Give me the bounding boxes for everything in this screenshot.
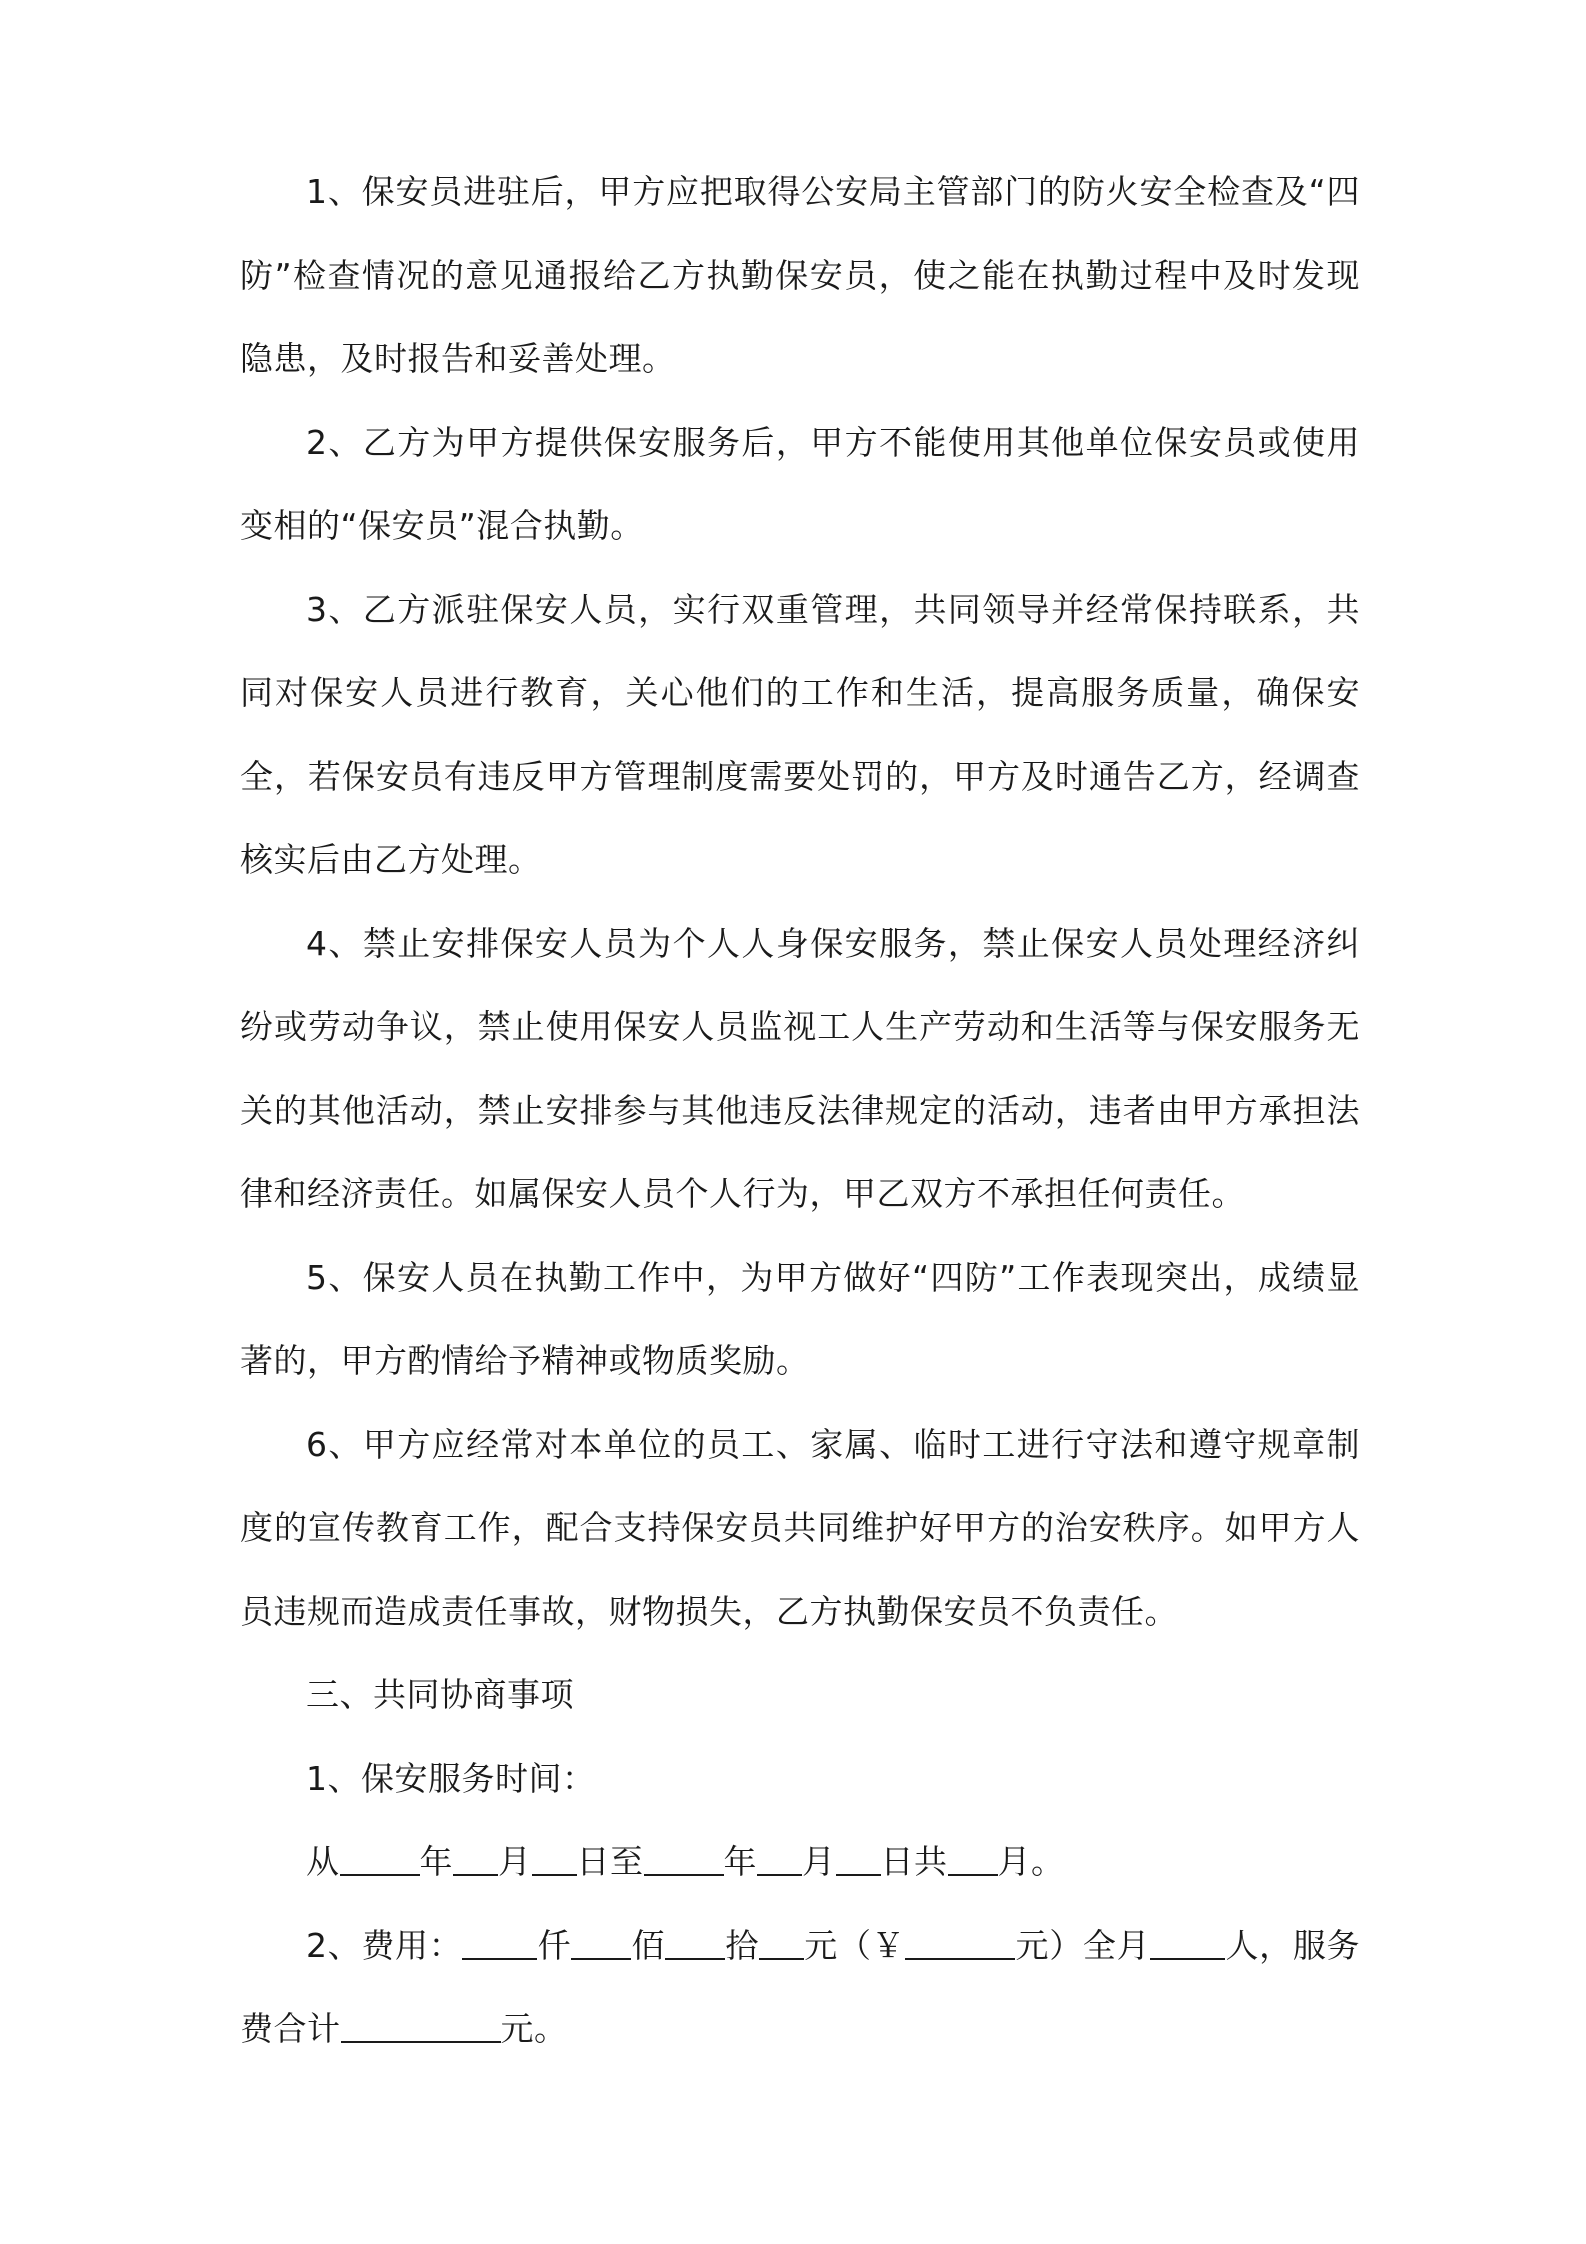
clause-5: 5、保安人员在执勤工作中，为甲方做好“四防”工作表现突出，成绩显著的，甲方酌情给予精神或物质奖励。 [240,1257,1360,1380]
text-yuan-end: 元。 [500,2009,568,2048]
fee-amount-blank[interactable] [905,1923,1015,1960]
text-month-end: 月。 [997,1842,1065,1881]
end-day-blank[interactable] [836,1840,881,1877]
text-from: 从 [306,1842,340,1881]
fee-bai-blank[interactable] [571,1923,631,1960]
clause-3: 3、乙方派驻保安人员，实行双重管理，共同领导并经常保持联系，共同对保安人员进行教育，关心他们的工作和生活，提高服务质量，确保安全，若保安员有违反甲方管理制度需要处罚的，甲方及时通告乙方，经调查核实后由乙方处理。 [240,589,1360,879]
clause-1: 1、保安员进驻后，甲方应把取得公安局主管部门的防火安全检查及“四防”检查情况的意见通报给乙方执勤保安员，使之能在执勤过程中及时发现隐患，及时报告和妥善处理。 [240,172,1360,378]
text-day-total: 日共 [880,1842,948,1881]
text-year: 年 [419,1842,453,1881]
document-page [240,150,1360,2071]
start-year-blank[interactable] [340,1840,420,1877]
text-ren: 人，服务费合计 [240,1925,1360,2048]
total-months-blank[interactable] [948,1840,998,1877]
fee-line [240,1904,1360,2071]
clause-6: 6、甲方应经常对本单位的员工、家属、临时工进行守法和遵守规章制度的宣传教育工作，配合支持保安员共同维护好甲方的治安秩序。如甲方人员违规而造成责任事故，财物损失，乙方执勤保安员不负责任。 [240,1424,1360,1631]
text-yuan-open: 元（￥ [804,1925,906,1965]
service-time-label: 1、保安服务时间： [306,1758,596,1798]
fee-label: 2、费用： [306,1925,463,1965]
end-month-blank[interactable] [757,1840,802,1877]
start-day-blank[interactable] [532,1840,577,1877]
text-yuan-close: 元）全月 [1015,1925,1151,1965]
end-year-blank[interactable] [644,1840,724,1877]
text-day-to: 日至 [576,1842,644,1881]
start-month-blank[interactable] [453,1840,498,1877]
fee-qian-blank[interactable] [462,1923,537,1960]
text-year2: 年 [723,1842,757,1881]
text-bai: 佰 [631,1925,666,1965]
service-time-line [240,1820,1360,1904]
clause-4: 4、禁止安排保安人员为个人人身保安服务，禁止保安人员处理经济纠纷或劳动争议，禁止使用保安人员监视工人生产劳动和生活等与保安服务无关的其他活动，禁止安排参与其他违反法律规定的活动，违者由甲方承担法律和经济责任。如属保安人员个人行为，甲乙双方不承担任何责任。 [240,923,1360,1213]
text-month2: 月 [802,1842,836,1881]
headcount-blank[interactable] [1150,1923,1225,1960]
text-qian: 仟 [537,1925,572,1965]
fee-shi-blank[interactable] [665,1923,725,1960]
section-heading: 三、共同协商事项 [306,1675,574,1714]
text-month: 月 [498,1842,532,1881]
fee-yuan-blank[interactable] [759,1923,804,1960]
clause-2: 2、乙方为甲方提供保安服务后，甲方不能使用其他单位保安员或使用变相的“保安员”混合执勤。 [240,422,1360,545]
fee-total-blank[interactable] [341,2007,501,2044]
text-shi: 拾 [725,1925,760,1965]
